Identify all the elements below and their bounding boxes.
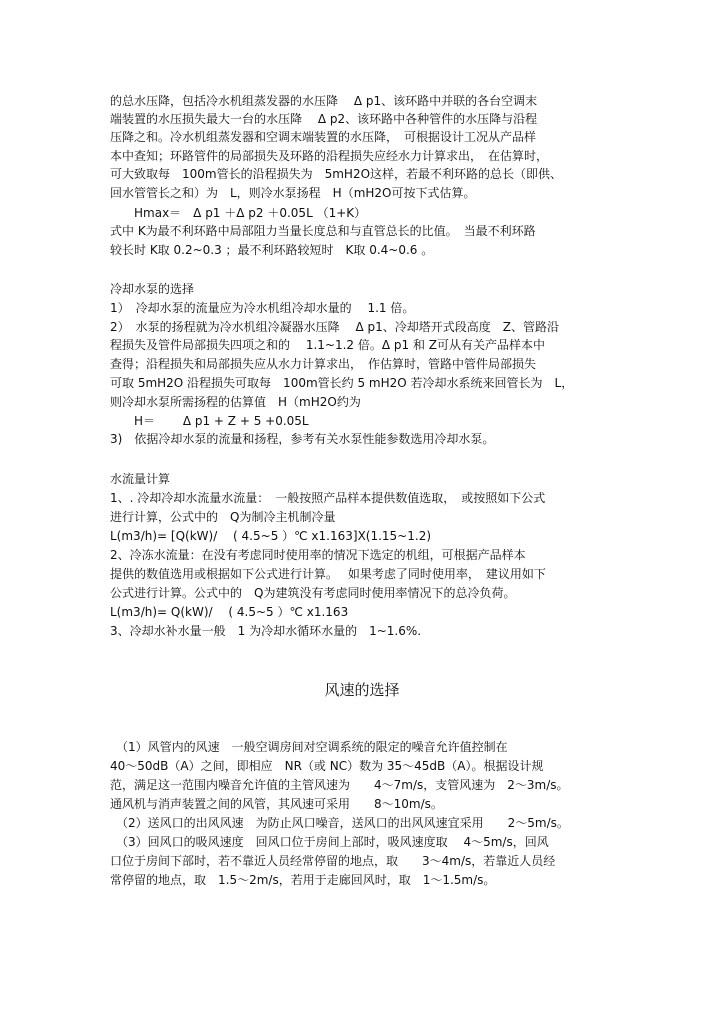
text-line: （3）回风口的吸风速度 回风口位于房间上部时，吸风速度取 4～5m/s，回风 <box>110 835 549 849</box>
formula-hmax: Hmax＝ Δ p1 ＋Δ p2 ＋0.05L （1+K） <box>110 206 367 220</box>
text-line: 1） 冷却水泵的流量应为冷水机组冷却水量的 1.1 倍。 <box>110 301 415 315</box>
text-line: 式中 K为最不利环路中局部阻力当量长度总和与直管总长的比值。 当最不利环路 <box>110 224 536 238</box>
text-line: 较长时 K取 0.2~0.3 ；最不利环路较短时 K取 0.4~0.6 。 <box>110 243 434 257</box>
formula-chilled-flow: L(m3/h)= Q(kW)/ ( 4.5~5 ）℃ x1.163 <box>110 605 349 619</box>
text-line: 口位于房间下部时，若不靠近人员经常停留的地点，取 3～4m/s，若靠近人员经 <box>110 854 556 868</box>
text-line: 公式进行计算。公式中的 Q为建筑没有考虑同时使用率情况下的总冷负荷。 <box>110 586 516 600</box>
text-line: 压降之和。冷水机组蒸发器和空调末端装置的水压降， 可根据设计工况从产品样 <box>110 130 537 144</box>
text-line: 通风机与消声装置之间的风管，其风速可采用 8～10m/s。 <box>110 797 443 811</box>
section-title-cooling-pump: 冷却水泵的选择 <box>110 282 195 296</box>
formula-cooling-flow: L(m3/h)= [Q(kW)/ ( 4.5~5 ）℃ x1.163]X(1.15~1.2) <box>110 529 432 543</box>
text-line: 回水管管长之和）为 L，则冷水泵扬程 H（mH2O可按下式估算。 <box>110 186 476 200</box>
text-line: 2、冷冻水流量：在没有考虑同时使用率的情况下选定的机组，可根据产品样本 <box>110 548 526 562</box>
text-line: 查得；沿程损失和局部损失应从水力计算求出， 作估算时，管路中管件局部损失 <box>110 357 537 371</box>
text-line: 可大致取每 100m管长的沿程损失为 5mH2O这样，若最不利环路的总长（即供、 <box>110 167 563 181</box>
text-line: 本中查知；环路管件的局部损失及环路的沿程损失应经水力计算求出， 在估算时， <box>110 149 549 163</box>
text-line: 程损失及管件局部损失四项之和的 1.1~1.2 倍。Δ p1 和 Z可从有关产品样本中 <box>110 338 545 352</box>
text-line: 可取 5mH2O 沿程损失可取每 100m管长约 5 mH2O 若冷却水系统来回管长为 L， <box>110 376 574 390</box>
text-line: 的总水压降，包括冷水机组蒸发器的水压降 Δ p1、该环路中并联的各台空调末 <box>110 94 538 108</box>
formula-h: H＝ Δ p1 + Z + 5 +0.05L <box>110 414 309 428</box>
section-heading-air-speed: 风速的选择 <box>324 681 400 699</box>
text-line: 3) 依据冷却水泵的流量和扬程，参考有关水泵性能参数选用冷却水泵。 <box>110 432 495 446</box>
section-title-flow-calc: 水流量计算 <box>110 472 171 486</box>
text-line: 1、. 冷却冷却水流量水流量： 一般按照产品样本提供数值选取， 或按照如下公式 <box>110 491 546 505</box>
text-line: 常停留的地点，取 1.5～2m/s，若用于走廊回风时，取 1～1.5m/s。 <box>110 873 496 887</box>
text-line: 范，满足这一范围内噪音允许值的主管风速为 4～7m/s，支管风速为 2～3m/s。 <box>110 778 569 792</box>
text-line: 进行计算，公式中的 Q为制冷主机制冷量 <box>110 510 336 524</box>
text-line: 3、冷却水补水量一般 1 为冷却水循环水量的 1~1.6%. <box>110 624 422 638</box>
text-line: 40～50dB（A）之间，即相应 NR（或 NC）数为 35～45dB（A）。根据设计规 <box>110 759 544 773</box>
text-line: 端装置的水压损失最大一台的水压降 Δ p2、该环路中各种管件的水压降与沿程 <box>110 112 538 126</box>
text-line: 则冷却水泵所需扬程的估算值 H（mH2O约为 <box>110 395 361 409</box>
text-line: 2） 水泵的扬程就为冷水机组冷凝器水压降 Δ p1、冷却塔开式段高度 Z、管路沿 <box>110 320 559 334</box>
text-line: （1）风管内的风速 一般空调房间对空调系统的限定的噪音允许值控制在 <box>110 740 508 754</box>
text-line: 提供的数值选用或根据如下公式进行计算。 如果考虑了同时使用率， 建议用如下 <box>110 567 546 581</box>
text-line: （2）送风口的出风风速 为防止风口噪音，送风口的出风风速宜采用 2～5m/s。 <box>110 816 569 830</box>
